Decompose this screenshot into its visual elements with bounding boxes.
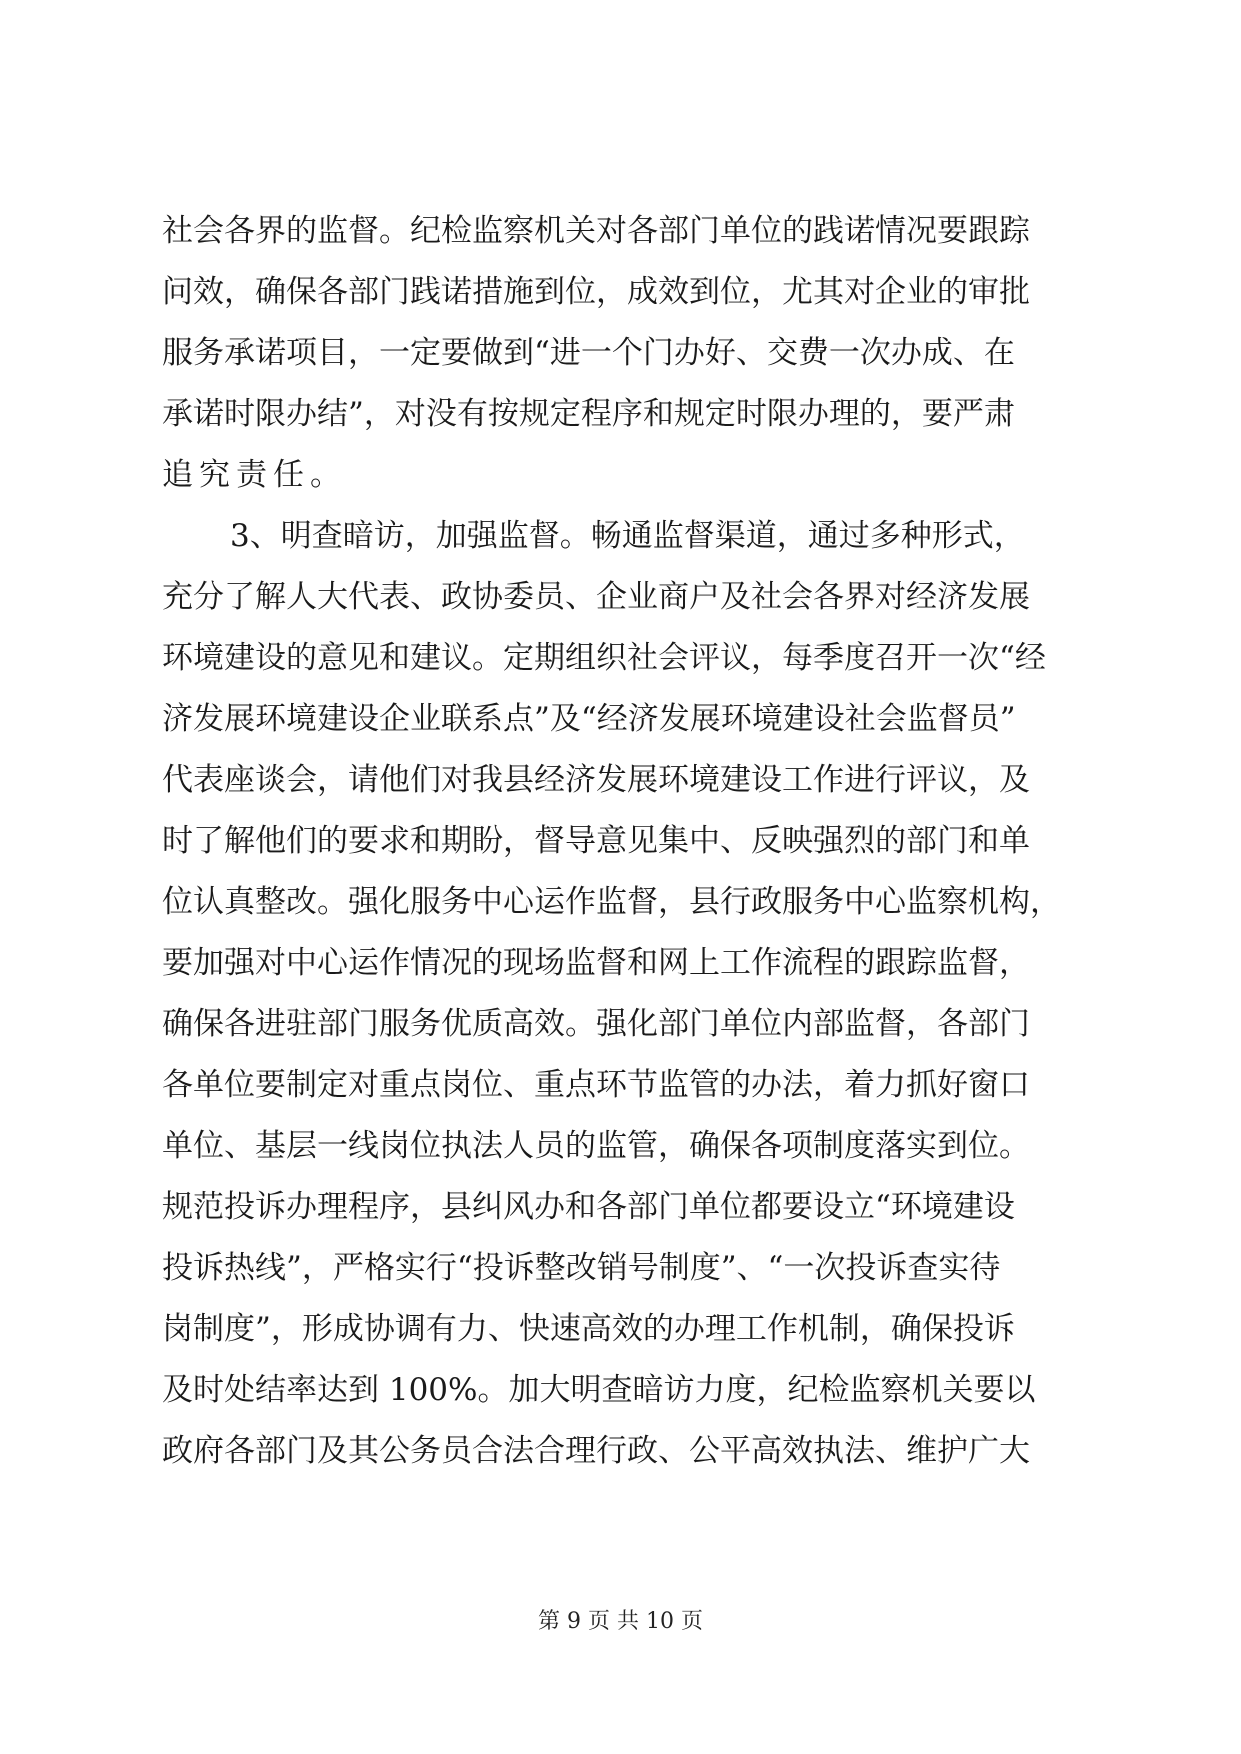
text-line: 问效，确保各部门践诺措施到位，成效到位，尤其对企业的审批: [162, 274, 1030, 310]
text-line: 位认真整改。强化服务中心运作监督，县行政服务中心监察机构，: [162, 884, 1061, 920]
text-line-paragraph-start: 3、明查暗访，加强监督。畅通监督渠道，通过多种形式，: [230, 518, 1025, 554]
text-line: 代表座谈会，请他们对我县经济发展环境建设工作进行评议，及: [162, 762, 1030, 798]
text-line: 承诺时限办结”，对没有按规定程序和规定时限办理的，要严肃: [162, 396, 1015, 432]
text-line: 济发展环境建设企业联系点”及“经济发展环境建设社会监督员”: [162, 701, 1016, 737]
text-line: 时了解他们的要求和期盼，督导意见集中、反映强烈的部门和单: [162, 823, 1030, 859]
text-line: 社会各界的监督。纪检监察机关对各部门单位的践诺情况要跟踪: [162, 213, 1030, 249]
text-line: 要加强对中心运作情况的现场监督和网上工作流程的跟踪监督，: [162, 945, 1030, 981]
text-line: 充分了解人大代表、政协委员、企业商户及社会各界对经济发展: [162, 579, 1030, 615]
text-line: 服务承诺项目，一定要做到“进一个门办好、交费一次办成、在: [162, 335, 1015, 371]
text-line: 单位、基层一线岗位执法人员的监管，确保各项制度落实到位。: [162, 1128, 1030, 1164]
text-line: 投诉热线”，严格实行“投诉整改销号制度”、“一次投诉查实待: [162, 1250, 1001, 1286]
text-line: 各单位要制定对重点岗位、重点环节监管的办法，着力抓好窗口: [162, 1067, 1030, 1103]
text-line: 政府各部门及其公务员合法合理行政、公平高效执法、维护广大: [162, 1433, 1030, 1469]
document-body: [162, 201, 1082, 1482]
text-line: 环境建设的意见和建议。定期组织社会评议，每季度召开一次“经: [162, 640, 1046, 676]
text-line: 及时处结率达到 100%。加大明查暗访力度，纪检监察机关要以: [162, 1372, 1036, 1408]
text-line: 岗制度”，形成协调有力、快速高效的办理工作机制，确保投诉: [162, 1311, 1015, 1347]
text-line: 确保各进驻部门服务优质高效。强化部门单位内部监督，各部门: [162, 1006, 1030, 1042]
page-number-footer: 第 9 页 共 10 页: [538, 1609, 703, 1634]
text-line: 追究责任。: [162, 457, 347, 493]
text-line: 规范投诉办理程序，县纠风办和各部门单位都要设立“环境建设: [162, 1189, 1015, 1225]
